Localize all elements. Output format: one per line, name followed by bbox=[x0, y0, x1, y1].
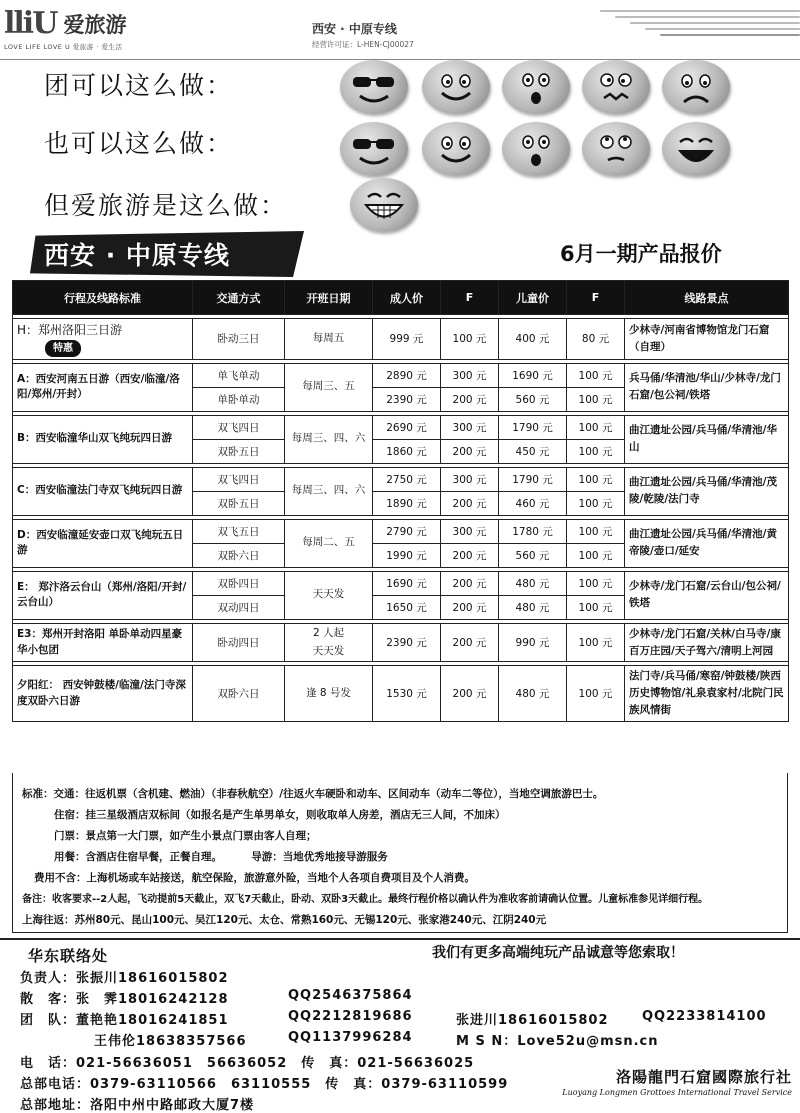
child-fee: 100 元 bbox=[567, 491, 625, 515]
route-name bbox=[13, 666, 193, 721]
route-text: E3：郑州开封洛阳 单卧单动四星豪华小包团 bbox=[17, 627, 183, 656]
child-price: 1790 元 bbox=[499, 467, 567, 491]
transport-cell: 双卧五日 bbox=[193, 439, 285, 463]
contact-msn: M S N：Love52u@msn.cn bbox=[456, 1034, 659, 1049]
route-text: B：西安临潼华山双飞纯玩四日游 bbox=[17, 432, 173, 445]
child-fee: 100 元 bbox=[567, 439, 625, 463]
child-price: 480 元 bbox=[499, 666, 567, 721]
date-cell: 每周三、四、六 bbox=[285, 415, 373, 463]
table-row bbox=[13, 666, 789, 721]
agency-name-cn: 洛陽龍門石窟國際旅行社 bbox=[615, 1068, 792, 1086]
contact-group3-qq: QQ1137996284 bbox=[288, 1030, 413, 1045]
table-header-row bbox=[13, 281, 789, 315]
logo bbox=[4, 6, 126, 41]
surprised-face-icon bbox=[502, 122, 570, 176]
contact-retail-qq: QQ2546375864 bbox=[288, 988, 413, 1003]
transport-cell: 单卧单动 bbox=[193, 387, 285, 411]
date-cell: 逢 8 号发 bbox=[285, 666, 373, 721]
surprised-face-icon bbox=[502, 60, 570, 114]
child-price: 560 元 bbox=[499, 387, 567, 411]
contact-group: 团 队：董艳艳18016241851 bbox=[20, 1013, 229, 1028]
standards-section bbox=[22, 784, 792, 931]
adult-price: 2790 元 bbox=[373, 519, 441, 543]
promo-text: 我们有更多高端纯玩产品诚意等您索取！ bbox=[432, 945, 684, 961]
transport-cell: 双动四日 bbox=[193, 595, 285, 619]
adult-price: 1650 元 bbox=[373, 595, 441, 619]
adult-price: 1530 元 bbox=[373, 666, 441, 721]
rolling-eyes-face-icon bbox=[582, 122, 650, 176]
adult-fee: 300 元 bbox=[441, 467, 499, 491]
child-price: 400 元 bbox=[499, 319, 567, 360]
route-spots: 法门寺/兵马俑/寒窑/钟鼓楼/陕西历史博物馆/礼泉袁家村/北院门民族风情街 bbox=[625, 666, 789, 721]
date-cell: 每周五 bbox=[285, 319, 373, 360]
table-header: F bbox=[441, 281, 499, 315]
table-header: 交通方式 bbox=[193, 281, 285, 315]
table-row bbox=[13, 519, 789, 543]
route-text: D：西安临潼延安壶口双飞纯玩五日游 bbox=[17, 528, 184, 557]
table-row bbox=[13, 467, 789, 491]
table-row bbox=[13, 319, 789, 360]
transport-cell: 双卧六日 bbox=[193, 543, 285, 567]
table-header: 儿童价 bbox=[499, 281, 567, 315]
sunglasses-face-icon bbox=[340, 60, 408, 114]
standard-hotel: 住宿：挂三星级酒店双标间（如报名是产生单男单女，则收取单人房差，酒店无三人间，不加床） bbox=[54, 809, 506, 821]
logo-subtitle: LOVE LIFE LOVE U 爱旅游 · 爱生活 bbox=[4, 43, 123, 51]
contact-group2-qq: QQ2233814100 bbox=[642, 1009, 767, 1024]
table-header: 线路景点 bbox=[625, 281, 789, 315]
slogan-1: 团可以这么做： bbox=[44, 71, 234, 100]
transport-cell: 卧动四日 bbox=[193, 623, 285, 662]
standard-meals: 用餐：含酒店住宿早餐，正餐自理。 导游：当地优秀地接导游服务 bbox=[54, 851, 388, 863]
adult-price: 2750 元 bbox=[373, 467, 441, 491]
price-table bbox=[12, 280, 789, 722]
transport-cell: 双卧六日 bbox=[193, 666, 285, 721]
agency-logo bbox=[562, 1066, 792, 1097]
standard-transport: 标准：交通：往返机票（含机建、燃油）（非春秋航空）/往返火车硬卧和动车、区间动车（动车二等位），当地空调旅游巴士。 bbox=[22, 788, 604, 800]
route-spots: 少林寺/河南省博物馆龙门石窟（自理） bbox=[625, 319, 789, 360]
contact-retail: 散 客：张 霁18016242128 bbox=[20, 992, 229, 1007]
table-row bbox=[13, 363, 789, 387]
contact-phone: 电 话：021-56636051 56636052 传 真：021-56636025 bbox=[20, 1056, 475, 1071]
standard-notes: 备注：收客要求--2人起，飞动提前5天截止，双飞7天截止，卧动、双卧3天截止。最终行程价格以确认件为准收客前请确认位置。儿童标准参见详细行程。 bbox=[22, 894, 709, 905]
adult-price: 1890 元 bbox=[373, 491, 441, 515]
table-header: 行程及线路标准 bbox=[13, 281, 193, 315]
contact-group-qq: QQ2212819686 bbox=[288, 1009, 413, 1024]
child-price: 480 元 bbox=[499, 595, 567, 619]
slogan-3: 但爱旅游是这么做： bbox=[44, 191, 288, 220]
contact-group2: 张进川18616015802 bbox=[456, 1013, 609, 1028]
date-cell: 每周二、五 bbox=[285, 519, 373, 567]
contact-group3: 王伟伦18638357566 bbox=[94, 1034, 247, 1049]
grin-face-icon bbox=[350, 178, 418, 232]
transport-cell: 双飞五日 bbox=[193, 519, 285, 543]
transport-cell: 双飞四日 bbox=[193, 467, 285, 491]
license-number: 经营许可证：L-HEN-CJ00027 bbox=[312, 40, 414, 49]
table-row bbox=[13, 415, 789, 439]
child-fee: 100 元 bbox=[567, 571, 625, 595]
adult-price: 1690 元 bbox=[373, 571, 441, 595]
table-header: 成人价 bbox=[373, 281, 441, 315]
smile-face-icon bbox=[422, 60, 490, 114]
route-text: C：西安临潼法门寺双飞纯玩四日游 bbox=[17, 484, 183, 497]
child-price: 1690 元 bbox=[499, 363, 567, 387]
adult-price: 2690 元 bbox=[373, 415, 441, 439]
table-row bbox=[13, 571, 789, 595]
adult-price: 1990 元 bbox=[373, 543, 441, 567]
sad-face-icon bbox=[662, 60, 730, 114]
route-name bbox=[13, 519, 193, 567]
adult-fee: 200 元 bbox=[441, 571, 499, 595]
child-price: 460 元 bbox=[499, 491, 567, 515]
route-spots: 少林寺/龙门石窟/云台山/包公祠/铁塔 bbox=[625, 571, 789, 619]
route-text: 夕阳红： 西安钟鼓楼/临潼/法门寺深度双卧六日游 bbox=[17, 678, 186, 707]
child-price: 450 元 bbox=[499, 439, 567, 463]
transport-cell: 卧动三日 bbox=[193, 319, 285, 360]
adult-fee: 200 元 bbox=[441, 439, 499, 463]
standard-shanghai-transfer: 上海往返：苏州80元、昆山100元、吴江120元、太仓、常熟160元、无锡120元、张家港240元、江阴240元 bbox=[22, 914, 547, 926]
route-spots: 少林寺/龙门石窟/关林/白马寺/康百万庄园/天子驾六/清明上河园 bbox=[625, 623, 789, 662]
route-spots: 曲江遗址公园/兵马俑/华清池/黄帝陵/壶口/延安 bbox=[625, 519, 789, 567]
banner-title: 西安 · 中原专线 bbox=[44, 241, 230, 270]
special-badge: 特惠 bbox=[45, 340, 81, 357]
slogan-2: 也可以这么做： bbox=[44, 129, 234, 158]
route-text: A：西安河南五日游（西安/临潼/洛阳/郑州/开封） bbox=[17, 372, 180, 401]
adult-price: 2390 元 bbox=[373, 387, 441, 411]
route-name bbox=[13, 363, 193, 411]
adult-price: 2890 元 bbox=[373, 363, 441, 387]
route-name bbox=[13, 415, 193, 463]
route-spots: 曲江遗址公园/兵马俑/华清池/茂陵/乾陵/法门寺 bbox=[625, 467, 789, 515]
header bbox=[0, 0, 800, 60]
confused-face-icon bbox=[582, 60, 650, 114]
transport-cell: 单飞单动 bbox=[193, 363, 285, 387]
route-name bbox=[13, 571, 193, 619]
laughing-face-icon bbox=[662, 122, 730, 176]
adult-fee: 300 元 bbox=[441, 363, 499, 387]
section-divider bbox=[0, 938, 800, 940]
adult-fee: 200 元 bbox=[441, 595, 499, 619]
child-price: 480 元 bbox=[499, 571, 567, 595]
child-fee: 100 元 bbox=[567, 666, 625, 721]
route-name bbox=[13, 467, 193, 515]
route-name bbox=[13, 623, 193, 662]
adult-fee: 200 元 bbox=[441, 387, 499, 411]
child-price: 1780 元 bbox=[499, 519, 567, 543]
child-fee: 100 元 bbox=[567, 623, 625, 662]
child-fee: 100 元 bbox=[567, 415, 625, 439]
child-price: 1790 元 bbox=[499, 415, 567, 439]
child-fee: 100 元 bbox=[567, 595, 625, 619]
adult-fee: 200 元 bbox=[441, 491, 499, 515]
date-cell: 每周三、五 bbox=[285, 363, 373, 411]
smile-face-icon bbox=[422, 122, 490, 176]
transport-cell: 双卧五日 bbox=[193, 491, 285, 515]
transport-cell: 双飞四日 bbox=[193, 415, 285, 439]
train-graphic bbox=[580, 6, 800, 46]
adult-price: 1860 元 bbox=[373, 439, 441, 463]
route-text: H：郑州洛阳三日游 bbox=[17, 323, 123, 337]
child-fee: 100 元 bbox=[567, 519, 625, 543]
contact-manager: 负责人：张振川18616015802 bbox=[20, 971, 229, 986]
child-price: 560 元 bbox=[499, 543, 567, 567]
table-header: F bbox=[567, 281, 625, 315]
child-fee: 100 元 bbox=[567, 387, 625, 411]
logo-mark: lliU bbox=[4, 6, 57, 41]
standard-tickets: 门票：景点第一大门票，如产生小景点门票由客人自理； bbox=[54, 830, 317, 842]
route-text: E： 郑汴洛云台山（郑州/洛阳/开封/云台山） bbox=[17, 580, 187, 609]
table-header: 开班日期 bbox=[285, 281, 373, 315]
adult-price: 999 元 bbox=[373, 319, 441, 360]
adult-price: 2390 元 bbox=[373, 623, 441, 662]
table-row bbox=[13, 623, 789, 662]
transport-cell: 双卧四日 bbox=[193, 571, 285, 595]
route-spots: 兵马俑/华清池/华山/少林寺/龙门石窟/包公祠/铁塔 bbox=[625, 363, 789, 411]
child-fee: 100 元 bbox=[567, 543, 625, 567]
date-cell: 天天发 bbox=[285, 571, 373, 619]
adult-fee: 300 元 bbox=[441, 519, 499, 543]
child-price: 990 元 bbox=[499, 623, 567, 662]
office-name: 华东联络处 bbox=[28, 947, 109, 965]
header-title: 西安 · 中原专线 bbox=[312, 22, 397, 36]
child-fee: 80 元 bbox=[567, 319, 625, 360]
hq-phone: 总部电话：0379-63110566 63110555 传 真：0379-63110599 bbox=[20, 1077, 509, 1092]
adult-fee: 200 元 bbox=[441, 543, 499, 567]
route-spots: 曲江遗址公园/兵马俑/华清池/华山 bbox=[625, 415, 789, 463]
date-cell: 2 人起 天天发 bbox=[285, 623, 373, 662]
sunglasses-face-icon bbox=[340, 122, 408, 176]
price-list-title: 6月一期产品报价 bbox=[560, 242, 722, 266]
adult-fee: 300 元 bbox=[441, 415, 499, 439]
child-fee: 100 元 bbox=[567, 467, 625, 491]
route-name bbox=[13, 319, 193, 360]
date-cell: 每周三、四、六 bbox=[285, 467, 373, 515]
logo-text: 爱旅游 bbox=[63, 12, 127, 37]
hq-address: 总部地址：洛阳中州中路邮政大厦7楼 bbox=[20, 1098, 255, 1113]
adult-fee: 200 元 bbox=[441, 666, 499, 721]
child-fee: 100 元 bbox=[567, 363, 625, 387]
agency-name-en: Luoyang Longmen Grottoes International Travel Service bbox=[562, 1088, 792, 1097]
adult-fee: 200 元 bbox=[441, 623, 499, 662]
standard-excluded: 费用不含：上海机场或车站接送，航空保险，旅游意外险，当地个人各项自费项目及个人消费。 bbox=[34, 872, 475, 884]
adult-fee: 100 元 bbox=[441, 319, 499, 360]
